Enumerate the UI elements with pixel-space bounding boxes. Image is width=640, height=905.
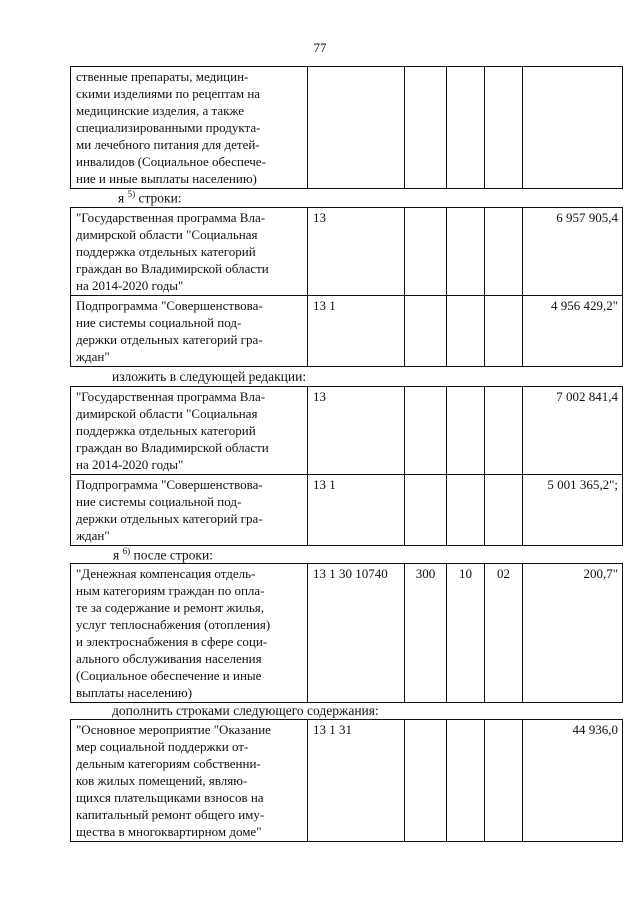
row-section-cell: 10 — [447, 564, 485, 703]
amend-label-strings — [118, 189, 182, 207]
row-name-cell: "Государственная программа Вла- димирской области "Социальная поддержка отдельных категорий граждан во Владимирской области на 2014-2020 годы" — [71, 387, 308, 475]
row-name-cell: Подпрограмма "Совершенствова- ние системы социальной под- держки отдельных категорий гра- ждан" — [71, 475, 308, 546]
row-target-article-cell: 13 1 31 — [308, 720, 405, 842]
row-target-article-cell — [308, 67, 405, 189]
row-target-article-cell: 13 1 — [308, 296, 405, 367]
label-footnote: 5) — [127, 189, 136, 199]
row-name-cell: "Государственная программа Вла- димирской области "Социальная поддержка отдельных категорий граждан во Владимирской области на 2014-2020 годы" — [71, 208, 308, 296]
table-row — [71, 564, 623, 703]
row-expense-type-cell — [405, 387, 447, 475]
row-amount-cell — [523, 67, 623, 189]
row-name-cell: ственные препараты, медицин- скими изделиями по рецептам на медицинские изделия, а также специализированными продукта- ми лечебного питания для детей- инвалидов (Социальное обеспече- ние и иные выплаты населению) — [71, 67, 308, 189]
row-expense-type-cell — [405, 475, 447, 546]
row-section-cell — [447, 67, 485, 189]
budget-table-old-rows — [70, 207, 623, 367]
row-subsection-cell — [485, 720, 523, 842]
label-footnote: 6) — [122, 546, 131, 556]
row-name-cell: "Основное мероприятие "Оказание мер социальной поддержки от- дельным категориям собственни- ков жилых помещений, являю- щихся плательщиками взносов на капитальный ремонт общего иму- щества в многоквартирном доме" — [71, 720, 308, 842]
budget-table-appended-rows — [70, 719, 623, 842]
table-row — [71, 296, 623, 367]
append-label: дополнить строками следующего содержания: — [112, 703, 379, 718]
label-text: после строки: — [130, 547, 213, 563]
row-amount-cell: 44 936,0 — [523, 720, 623, 842]
row-subsection-cell — [485, 296, 523, 367]
row-section-cell — [447, 296, 485, 367]
label-prefix: я — [113, 547, 123, 563]
row-subsection-cell — [485, 67, 523, 189]
row-section-cell — [447, 208, 485, 296]
row-amount-cell: 7 002 841,4 — [523, 387, 623, 475]
row-amount-cell: 4 956 429,2" — [523, 296, 623, 367]
label-prefix: я — [118, 190, 128, 206]
budget-table-continuation — [70, 66, 623, 189]
row-name-cell: Подпрограмма "Совершенствова- ние системы социальной под- держки отдельных категорий гра- ждан" — [71, 296, 308, 367]
row-subsection-cell — [485, 387, 523, 475]
row-subsection-cell — [485, 475, 523, 546]
label-text: строки: — [135, 190, 182, 206]
table-row — [71, 720, 623, 842]
row-target-article-cell: 13 1 — [308, 475, 405, 546]
row-subsection-cell — [485, 208, 523, 296]
table-row — [71, 475, 623, 546]
budget-table-new-rows — [70, 386, 623, 546]
page-number: 77 — [313, 40, 327, 55]
row-expense-type-cell — [405, 67, 447, 189]
table-row — [71, 387, 623, 475]
row-section-cell — [447, 387, 485, 475]
row-expense-type-cell: 300 — [405, 564, 447, 703]
row-expense-type-cell — [405, 296, 447, 367]
amend-label-after-string — [113, 546, 213, 564]
row-target-article-cell: 13 — [308, 387, 405, 475]
row-name-cell: "Денежная компенсация отдель- ным категориям граждан по опла- те за содержание и ремонт жилья, услуг теплоснабжения (отопления) и электроснабжения в сфере соци- ального обслуживания населения (Социальное обеспечение и иные выплаты населению) — [71, 564, 308, 703]
row-section-cell — [447, 720, 485, 842]
row-subsection-cell: 02 — [485, 564, 523, 703]
table-row — [71, 67, 623, 189]
row-target-article-cell: 13 — [308, 208, 405, 296]
row-section-cell — [447, 475, 485, 546]
row-amount-cell: 200,7" — [523, 564, 623, 703]
row-amount-cell: 5 001 365,2"; — [523, 475, 623, 546]
row-expense-type-cell — [405, 720, 447, 842]
row-target-article-cell: 13 1 30 10740 — [308, 564, 405, 703]
budget-table-anchor-row — [70, 563, 623, 703]
row-expense-type-cell — [405, 208, 447, 296]
replace-label: изложить в следующей редакции: — [112, 369, 307, 384]
row-amount-cell: 6 957 905,4 — [523, 208, 623, 296]
table-row — [71, 208, 623, 296]
